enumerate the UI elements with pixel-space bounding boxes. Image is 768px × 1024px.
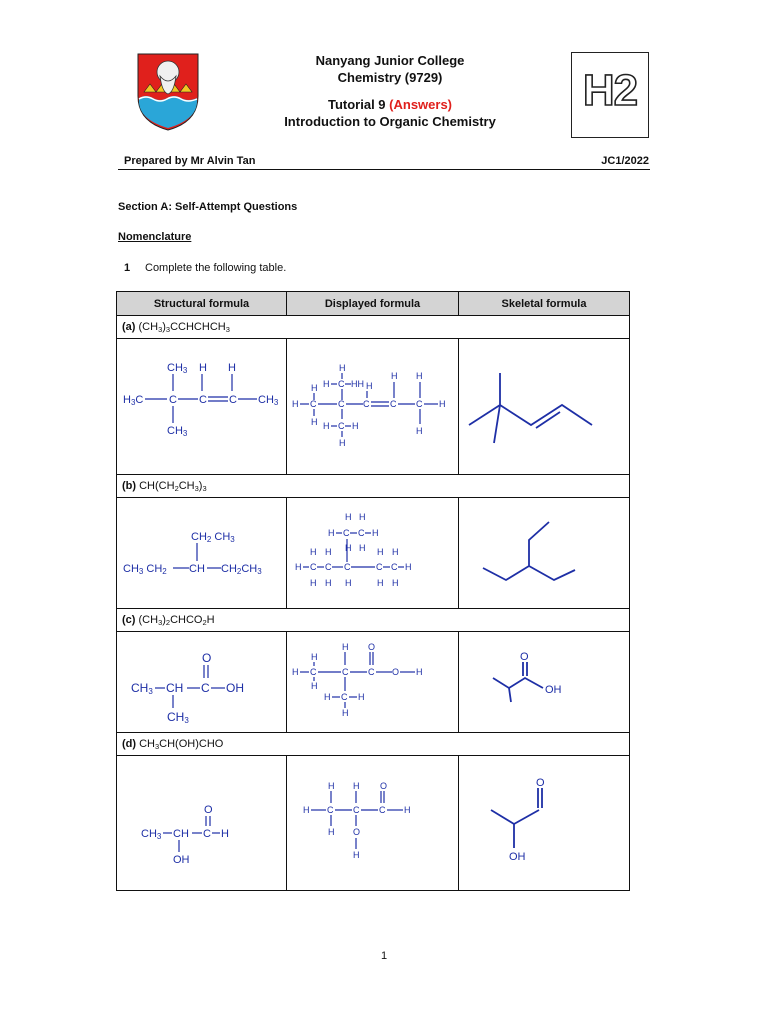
- column-header: Skeletal formula: [459, 292, 630, 316]
- svg-text:H: H: [366, 381, 373, 391]
- svg-text:H: H: [439, 399, 446, 409]
- svg-text:C: C: [342, 667, 349, 677]
- svg-text:H: H: [324, 692, 331, 702]
- svg-text:H: H: [391, 371, 398, 381]
- svg-text:H: H: [292, 667, 299, 677]
- svg-text:H: H: [292, 399, 299, 409]
- row-label-c: (c) $(CH_3)_2CHCO_2H$: [117, 609, 630, 632]
- structural-formula-b: [117, 498, 287, 609]
- svg-text:C: C: [343, 528, 350, 538]
- svg-text:OH: OH: [545, 684, 562, 696]
- svg-text:CH2CH3: CH2CH3: [221, 563, 262, 576]
- svg-text:CH: CH: [189, 563, 205, 575]
- svg-text:H: H: [359, 543, 366, 553]
- structural-formula-a: [117, 339, 287, 475]
- row-label-b: (b) $CH(CH_2CH_3)_3$: [117, 475, 630, 498]
- displayed-formula-d: [287, 756, 459, 891]
- formula-table: [116, 291, 630, 891]
- svg-text:C: C: [310, 667, 317, 677]
- svg-text:H: H: [342, 642, 349, 652]
- svg-text:H: H: [303, 805, 310, 815]
- skeletal-formula-b: [459, 498, 630, 609]
- svg-text:H: H: [352, 421, 359, 431]
- table-row: [117, 498, 630, 609]
- svg-text:C: C: [379, 805, 386, 815]
- svg-text:H: H: [416, 371, 423, 381]
- svg-text:C: C: [201, 681, 210, 695]
- svg-text:H: H: [372, 528, 379, 538]
- svg-text:CH3 CH2: CH3 CH2: [123, 563, 167, 576]
- answers-label: (Answers): [389, 97, 453, 112]
- table-row: [117, 756, 630, 891]
- subject-name: Chemistry (9729): [337, 70, 443, 85]
- svg-text:O: O: [202, 651, 212, 665]
- table-row: [117, 632, 630, 733]
- svg-text:C: C: [338, 421, 345, 431]
- svg-text:H: H: [358, 692, 365, 702]
- table-header-row: [117, 292, 630, 316]
- svg-text:H: H: [405, 562, 412, 572]
- svg-text:H: H: [328, 528, 335, 538]
- skeletal-formula-d: [459, 756, 630, 891]
- svg-text:O: O: [353, 827, 361, 837]
- question-number: 1: [124, 262, 131, 274]
- svg-text:C: C: [390, 399, 397, 409]
- svg-text:H: H: [339, 438, 346, 448]
- svg-text:CH3: CH3: [167, 710, 189, 725]
- svg-text:H: H: [328, 827, 335, 837]
- svg-text:C: C: [327, 805, 334, 815]
- svg-text:H: H: [311, 417, 318, 427]
- svg-text:OH: OH: [173, 854, 190, 866]
- college-crest-logo: [136, 52, 200, 132]
- subsection-heading: Nomenclature: [118, 231, 192, 243]
- svg-text:C: C: [368, 667, 375, 677]
- svg-text:O: O: [520, 651, 529, 663]
- structural-formula-c: [117, 632, 287, 733]
- displayed-formula-b: [287, 498, 459, 609]
- svg-text:H: H: [353, 850, 360, 860]
- svg-text:H: H: [221, 828, 229, 840]
- svg-text:H: H: [377, 547, 384, 557]
- svg-text:H: H: [325, 547, 332, 557]
- structural-formula-d: [117, 756, 287, 891]
- svg-text:C: C: [199, 394, 207, 406]
- svg-text:C: C: [338, 399, 345, 409]
- svg-text:H: H: [353, 781, 360, 791]
- svg-text:H: H: [345, 578, 352, 588]
- svg-text:C: C: [416, 399, 423, 409]
- skeletal-formula-c: [459, 632, 630, 733]
- svg-text:H: H: [359, 512, 366, 522]
- svg-text:C: C: [169, 394, 177, 406]
- svg-text:H: H: [199, 362, 207, 374]
- svg-text:H: H: [295, 562, 302, 572]
- topic-title: Introduction to Organic Chemistry: [284, 114, 496, 129]
- svg-text:CH3: CH3: [258, 394, 279, 407]
- svg-text:O: O: [392, 667, 400, 677]
- column-header: Structural formula: [117, 292, 287, 316]
- svg-text:C: C: [344, 562, 351, 572]
- displayed-formula-c: [287, 632, 459, 733]
- header-divider: [118, 169, 650, 170]
- prepared-by: Prepared by Mr Alvin Tan: [124, 155, 256, 167]
- college-name: Nanyang Junior College: [315, 53, 465, 68]
- svg-text:H: H: [392, 547, 399, 557]
- tutorial-title: [230, 96, 550, 113]
- svg-text:CH: CH: [173, 828, 189, 840]
- skeletal-formula-a: [459, 339, 630, 475]
- row-label-d: (d) $CH_3CH(OH)CHO$: [117, 733, 630, 756]
- svg-text:HH: HH: [351, 379, 364, 389]
- svg-text:H: H: [345, 512, 352, 522]
- row-label-a: (a) $(CH_3)_3CCHCHCH_3$: [117, 316, 630, 339]
- svg-text:H: H: [311, 652, 318, 662]
- svg-text:H3C: H3C: [123, 394, 144, 407]
- svg-text:O: O: [204, 804, 213, 816]
- svg-text:OH: OH: [509, 851, 526, 863]
- svg-text:C: C: [353, 805, 360, 815]
- table-row-label: [117, 609, 630, 632]
- svg-text:C: C: [310, 399, 317, 409]
- table-row: [117, 339, 630, 475]
- svg-text:C: C: [338, 379, 345, 389]
- svg-text:H: H: [310, 578, 317, 588]
- svg-text:H: H: [404, 805, 411, 815]
- svg-text:C: C: [391, 562, 398, 572]
- svg-text:O: O: [536, 777, 545, 789]
- svg-text:H: H: [323, 421, 330, 431]
- svg-text:H: H: [310, 547, 317, 557]
- svg-text:H: H: [416, 667, 423, 677]
- svg-text:H: H: [416, 426, 423, 436]
- svg-text:H: H: [311, 383, 318, 393]
- column-header: Displayed formula: [287, 292, 459, 316]
- svg-text:CH3: CH3: [141, 828, 162, 841]
- tutorial-number: Tutorial 9: [327, 97, 386, 112]
- svg-text:C: C: [363, 399, 370, 409]
- section-heading: Section A: Self-Attempt Questions: [118, 201, 298, 213]
- cohort-label: JC1/2022: [601, 155, 649, 167]
- displayed-formula-a: [287, 339, 459, 475]
- level-badge-text: H2: [582, 66, 638, 115]
- svg-text:H: H: [325, 578, 332, 588]
- svg-text:O: O: [368, 642, 376, 652]
- svg-text:C: C: [358, 528, 365, 538]
- svg-text:O: O: [380, 781, 388, 791]
- svg-text:H: H: [339, 363, 346, 373]
- svg-text:CH3: CH3: [131, 681, 153, 696]
- level-badge: [571, 52, 649, 138]
- page-number: 1: [380, 950, 388, 962]
- question-text: Complete the following table.: [145, 262, 287, 274]
- svg-text:H: H: [392, 578, 399, 588]
- table-row-label: [117, 733, 630, 756]
- svg-text:H: H: [342, 708, 349, 718]
- svg-text:H: H: [377, 578, 384, 588]
- svg-text:OH: OH: [226, 681, 244, 695]
- svg-text:C: C: [325, 562, 332, 572]
- svg-text:C: C: [341, 692, 348, 702]
- svg-text:C: C: [203, 828, 211, 840]
- document-title-block: [230, 52, 550, 130]
- svg-text:C: C: [310, 562, 317, 572]
- svg-text:H: H: [311, 681, 318, 691]
- table-row-label: [117, 475, 630, 498]
- svg-text:CH3: CH3: [167, 362, 188, 375]
- svg-text:C: C: [229, 394, 237, 406]
- svg-text:H: H: [323, 379, 330, 389]
- svg-text:C: C: [376, 562, 383, 572]
- svg-text:H: H: [345, 543, 352, 553]
- svg-text:CH3: CH3: [167, 425, 188, 438]
- svg-text:CH: CH: [166, 681, 184, 695]
- svg-text:H: H: [328, 781, 335, 791]
- svg-text:CH2 CH3: CH2 CH3: [191, 531, 235, 544]
- table-row-label: [117, 316, 630, 339]
- svg-text:H: H: [228, 362, 236, 374]
